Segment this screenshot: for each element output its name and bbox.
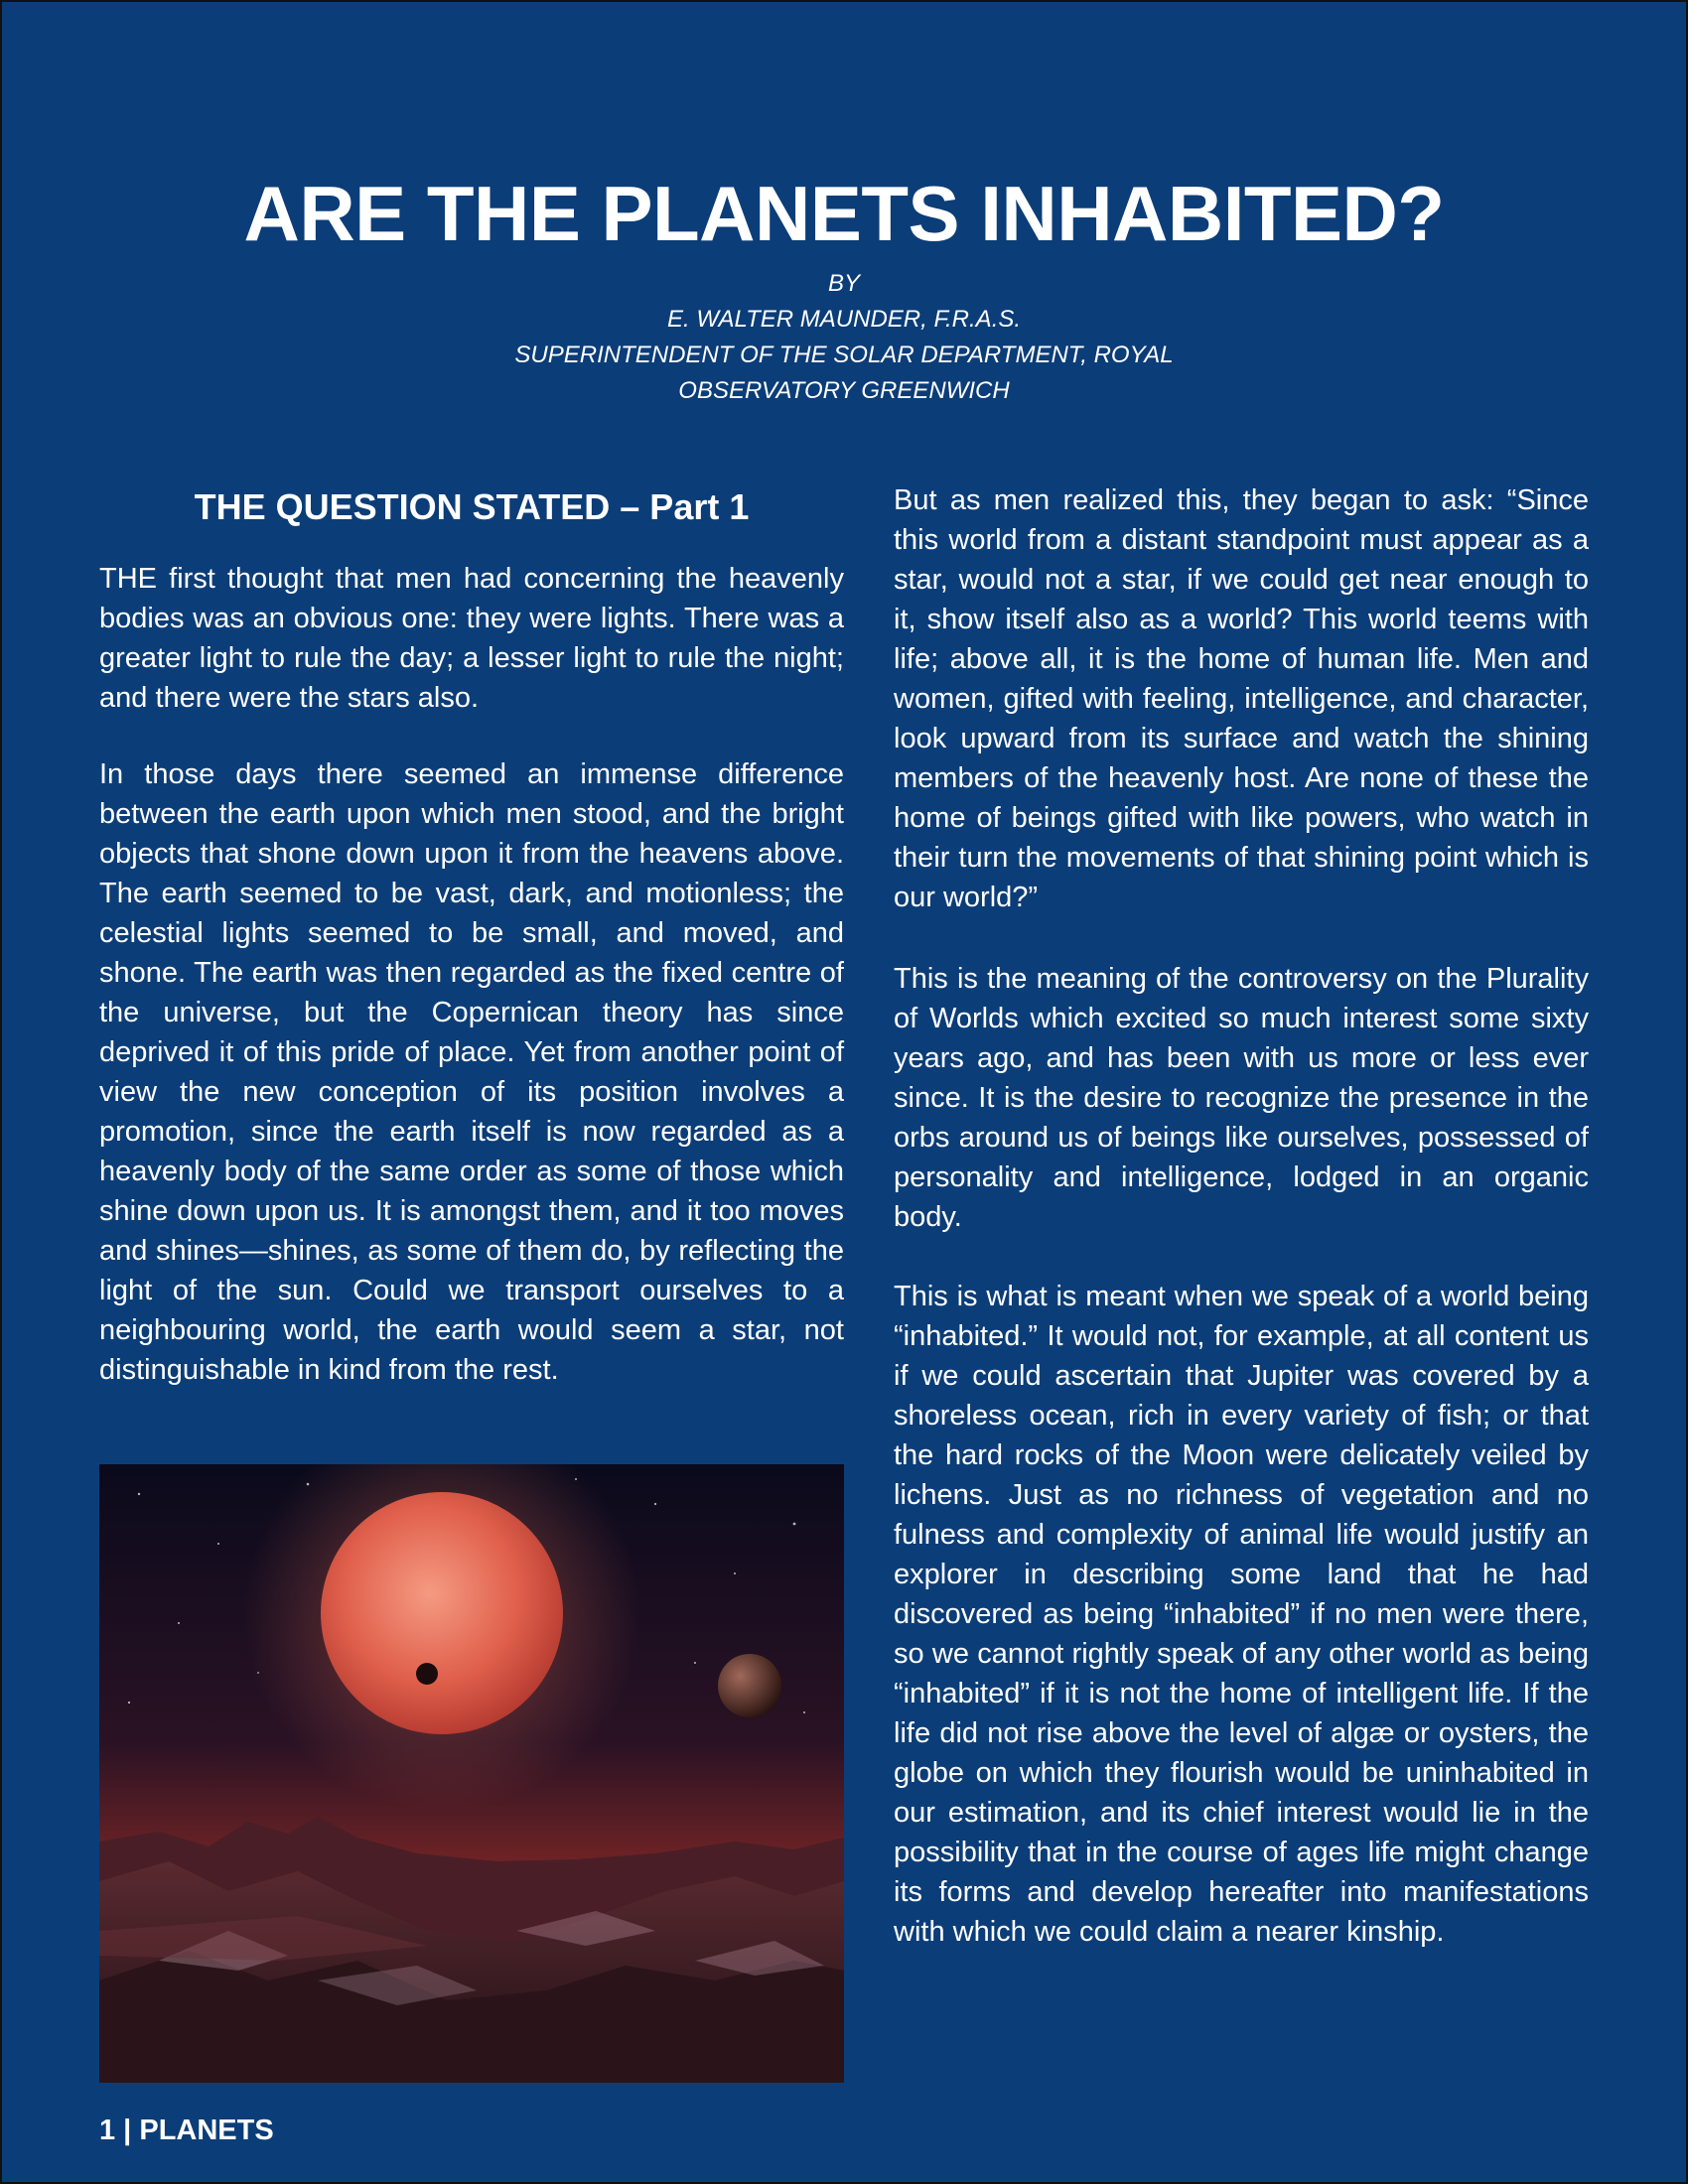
byline-by: BY (827, 270, 860, 297)
byline (0, 266, 1688, 409)
red-planet-landscape-illustration (99, 1464, 844, 2083)
article-title: ARE THE PLANETS INHABITED? (243, 170, 1445, 257)
byline-position-2: OBSERVATORY GREENWICH (678, 377, 1010, 404)
section-heading: THE QUESTION STATED – Part 1 (194, 486, 750, 527)
right-paragraph-3: This is what is meant when we speak of a world being “inhabited.” It would not, for example, at all content us if we could ascertain that Jupiter was covered by a shoreless ocean, rich in every variety of fish; or that the hard rocks of the Moon were delicately veiled by lichens. Just as no richness of vegetation and no fulness and complexity of animal life would justify an explorer in describing some land that he had discovered as being “inhabited” if no men were there, so we cannot rightly speak of any other world as being “inhabited” if it is not the home of intelligent life. If the life did not rise above the level of algæ or oysters, the globe on which they flourish would be uninhabited in our estimation, and its chief interest would lie in the possibility that in the course of ages life might change its forms and develop hereafter into manifestations with which we could claim a nearer kinship. (894, 1281, 1589, 1948)
byline-position-1: SUPERINTENDENT OF THE SOLAR DEPARTMENT, ROYAL (514, 341, 1174, 368)
left-paragraph-1: THE first thought that men had concerning the heavenly bodies was an obvious one: they were lights. There was a greater light to rule the day; a lesser light to rule the night; and there were the stars also. (99, 563, 844, 714)
byline-author: E. WALTER MAUNDER, F.R.A.S. (666, 306, 1022, 333)
right-paragraph-2: This is the meaning of the controversy on the Plurality of Worlds which excited so much interest some sixty years ago, and has been with us more or less ever since. It is the desire to recognize the presence in the orbs around us of beings like ourselves, possessed of personality and intelligence, lodged in an organic body. (894, 963, 1589, 1233)
right-paragraph-1: But as men realized this, they began to ask: “Since this world from a distant standpoint must appear as a star, would not a star, if we could get near enough to it, show itself also as a world? This world teems with life; above all, it is the home of human life. Men and women, gifted with feeling, intelligence, and character, look upward from its surface and watch the shining members of the heavenly host. Are none of these the home of beings gifted with like powers, who watch in their turn the movements of that shining point which is our world?” (894, 484, 1589, 913)
left-paragraph-2: In those days there seemed an immense difference between the earth upon which men stood, and the bright objects that shone down upon it from the heavens above. The earth seemed to be vast, dark, and motionless; the celestial lights seemed to be small, and moved, and shone. The earth was then regarded as the fixed centre of the universe, but the Copernican theory has since deprived it of this pride of place. Yet from another point of view the new conception of its position involves a promotion, since the earth itself is now regarded as a heavenly body of the same order as some of those which shine down upon us. It is amongst them, and it too moves and shines—shines, as some of them do, by reflecting the light of the sun. Could we transport ourselves to a neighbouring world, the earth would seem a star, not distinguishable in kind from the rest. (99, 758, 844, 1386)
page-footer: 1 | PLANETS (99, 2115, 274, 2146)
